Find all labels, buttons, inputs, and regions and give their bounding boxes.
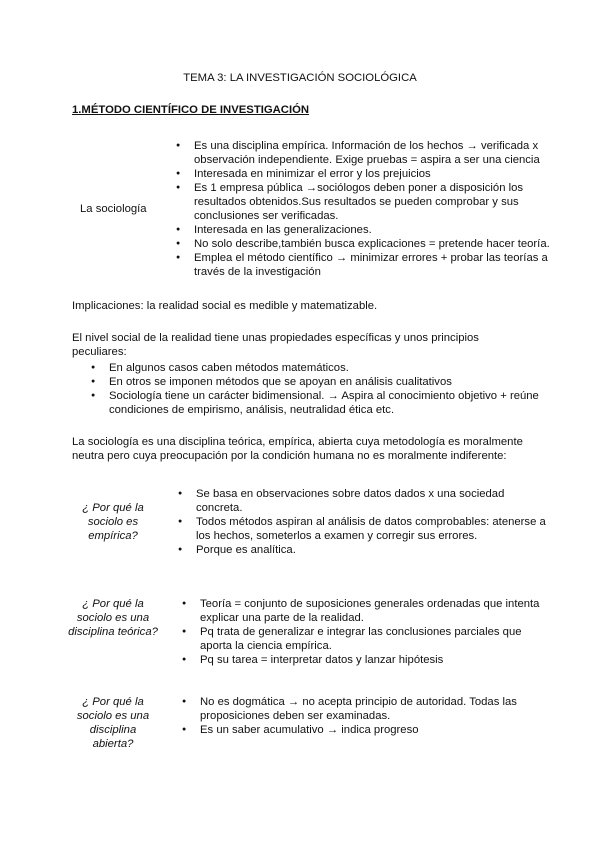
list-item: ● Es un saber acumulativo → indica progreso — [182, 723, 550, 737]
teorica-label: ¿ Por qué la sociolo es una disciplina teórica? — [68, 598, 158, 638]
list-item: ● Es 1 empresa pública →sociólogos deben poner a disposición los resultados obtenidos.Sus resultados se pueden comprobar y sus conclusiones ser verificadas. — [176, 181, 550, 223]
conclusion-text: La sociología es una disciplina teórica, empírica, abierta cuya metodología es moralmente neutra pero cuya preocupación por la condición humana no es moralmente indiferente: — [72, 436, 523, 462]
list-item: ● Porque es analítica. — [178, 543, 550, 557]
list-item: ● Emplea el método científico → minimizar errores + probar las teorías a través de la investigación — [176, 251, 550, 279]
empirica-section — [68, 487, 550, 557]
sociologia-list — [176, 139, 550, 279]
list-item: ● Se basa en observaciones sobre datos dados x una sociedad concreta. — [178, 487, 550, 515]
list-item: ● En otros se imponen métodos que se apoyan en análisis cualitativos — [91, 375, 550, 389]
list-item: ● Pq su tarea = interpretar datos y lanzar hipótesis — [182, 653, 550, 667]
list-item: ● Pq trata de generalizar e integrar las conclusiones parciales que aporta la ciencia empírica. — [182, 625, 550, 653]
list-item: ● Interesada en minimizar el error y los prejuicios — [176, 167, 550, 181]
sociologia-section — [72, 139, 550, 279]
teorica-list — [178, 597, 550, 667]
list-item: ● Todos métodos aspiran al análisis de datos comprobables: atenerse a los hechos, someterlos a examen y corregir sus errores. — [178, 515, 550, 543]
abierta-list — [178, 695, 550, 751]
nivel-intro: El nivel social de la realidad tiene unas propiedades específicas y unos principios peculiares: — [72, 332, 479, 358]
teorica-section — [68, 597, 550, 667]
sociologia-label: La sociología — [80, 203, 147, 215]
list-item: ● Teoría = conjunto de suposiciones generales ordenadas que intenta explicar una parte de la realidad. — [182, 597, 550, 625]
list-item: ● Sociología tiene un carácter bidimensional. → Aspira al conocimiento objetivo + reúne condiciones de empirismo, análisis, neutralidad ética etc. — [91, 389, 550, 417]
list-item: ● No es dogmática → no acepta principio de autoridad. Todas las proposiciones deben ser examinadas. — [182, 695, 550, 723]
list-item: ● No solo describe,también busca explicaciones = pretende hacer teoría. — [176, 237, 550, 251]
nivel-list — [91, 361, 550, 417]
list-item: ● Interesada en las generalizaciones. — [176, 223, 550, 237]
document-title: TEMA 3: LA INVESTIGACIÓN SOCIOLÓGICA — [183, 72, 417, 84]
empirica-list — [178, 487, 550, 557]
abierta-section — [68, 695, 550, 751]
empirica-label: ¿ Por qué la sociolo es empírica? — [82, 502, 144, 542]
list-item: ● En algunos casos caben métodos matemáticos. — [91, 361, 550, 375]
list-item: ● Es una disciplina empírica. Información de los hechos → verificada x observación independiente. Exige pruebas = aspira a ser una ciencia — [176, 139, 550, 167]
section-heading: 1.MÉTODO CIENTÍFICO DE INVESTIGACIÓN — [72, 104, 310, 116]
abierta-label: ¿ Por qué la sociolo es una disciplina abierta? — [76, 696, 150, 750]
implicaciones-text: Implicaciones: la realidad social es medible y matematizable. — [72, 300, 378, 312]
